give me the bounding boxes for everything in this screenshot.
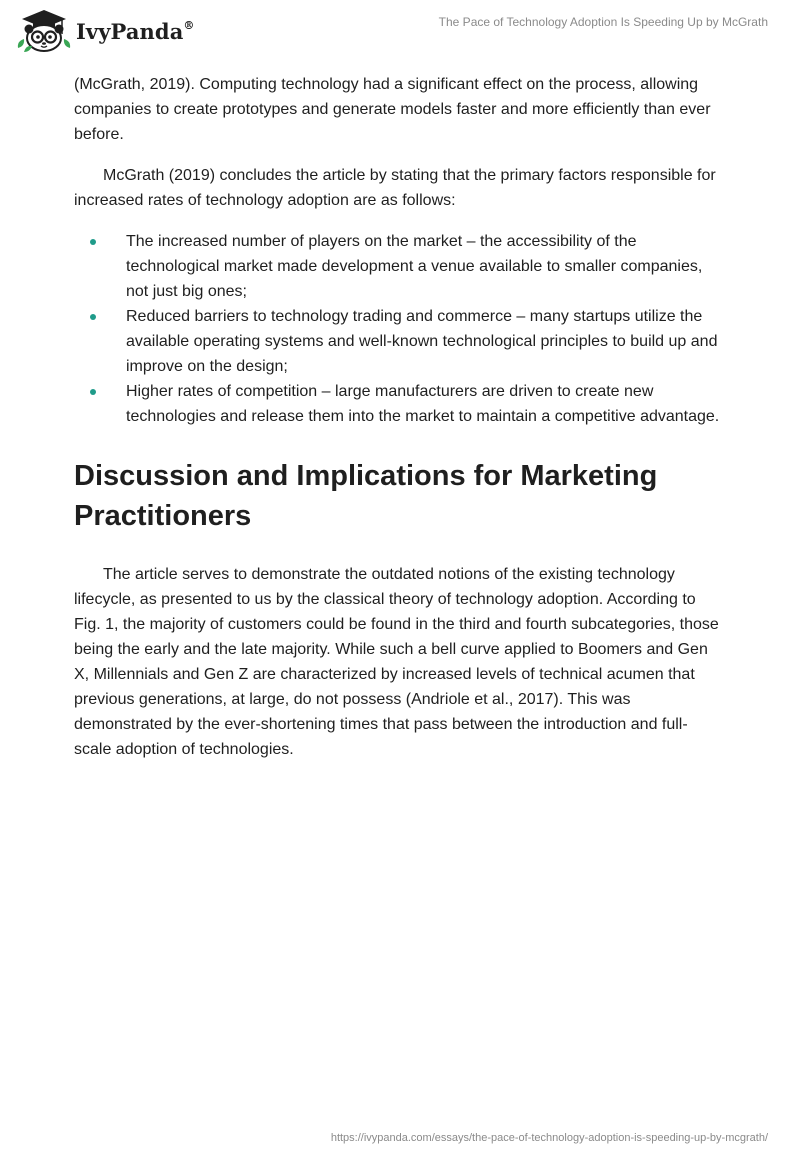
bullet-icon	[90, 314, 96, 320]
logo-wordmark	[76, 19, 195, 44]
list-item	[74, 229, 724, 304]
bullet-icon	[90, 389, 96, 395]
essay-content	[74, 72, 724, 762]
paragraph-discussion: The article serves to demonstrate the outdated notions of the existing technology lifecycle, as presented to us by the classical theory of technology adoption. According to Fig. 1, the majority of customers could be found in the third and fourth subcategories, those being the early and the late majority. While such a bell curve applied to Boomers and Gen X, Millennials and Gen Z are characterized by increased levels of technical acumen that previous generations, at large, do not possess (Andriole et al., 2017). This was demonstrated by the ever-shortening times that pass between the introduction and full-scale adoption of technologies.	[74, 566, 719, 758]
section-heading: Discussion and Implications for Marketing Practitioners	[74, 460, 658, 532]
factors-list	[74, 229, 724, 429]
paragraph-factors-intro: McGrath (2019) concludes the article by stating that the primary factors responsible for increased rates of technology adoption are as follows:	[74, 167, 716, 209]
list-item-text: Reduced barriers to technology trading and commerce – many startups utilize the available operating systems and well-known technological principles to build up and improve on the design;	[126, 308, 718, 375]
list-item-text: The increased number of players on the market – the accessibility of the technological market made development a venue available to smaller companies, not just big ones;	[126, 233, 703, 300]
logo-text: IvyPanda	[76, 18, 184, 44]
panda-graduate-icon	[14, 8, 74, 54]
page-header	[0, 0, 800, 60]
list-item-text: Higher rates of competition – large manufacturers are driven to create new technologies and release them into the market to maintain a competitive advantage.	[126, 383, 720, 425]
list-item	[74, 379, 724, 429]
document-title: The Pace of Technology Adoption Is Speeding Up by McGrath	[438, 15, 768, 29]
ivypanda-logo[interactable]	[14, 8, 195, 54]
registered-mark: ®	[183, 18, 195, 32]
source-url-link[interactable]: https://ivypanda.com/essays/the-pace-of-technology-adoption-is-speeding-up-by-mcgrath/	[330, 1132, 768, 1144]
paragraph-citation-continuation: (McGrath, 2019). Computing technology had a significant effect on the process, allowing companies to create prototypes and generate models faster and more efficiently than ever before.	[74, 76, 711, 143]
list-item	[74, 304, 724, 379]
bullet-icon	[90, 239, 96, 245]
